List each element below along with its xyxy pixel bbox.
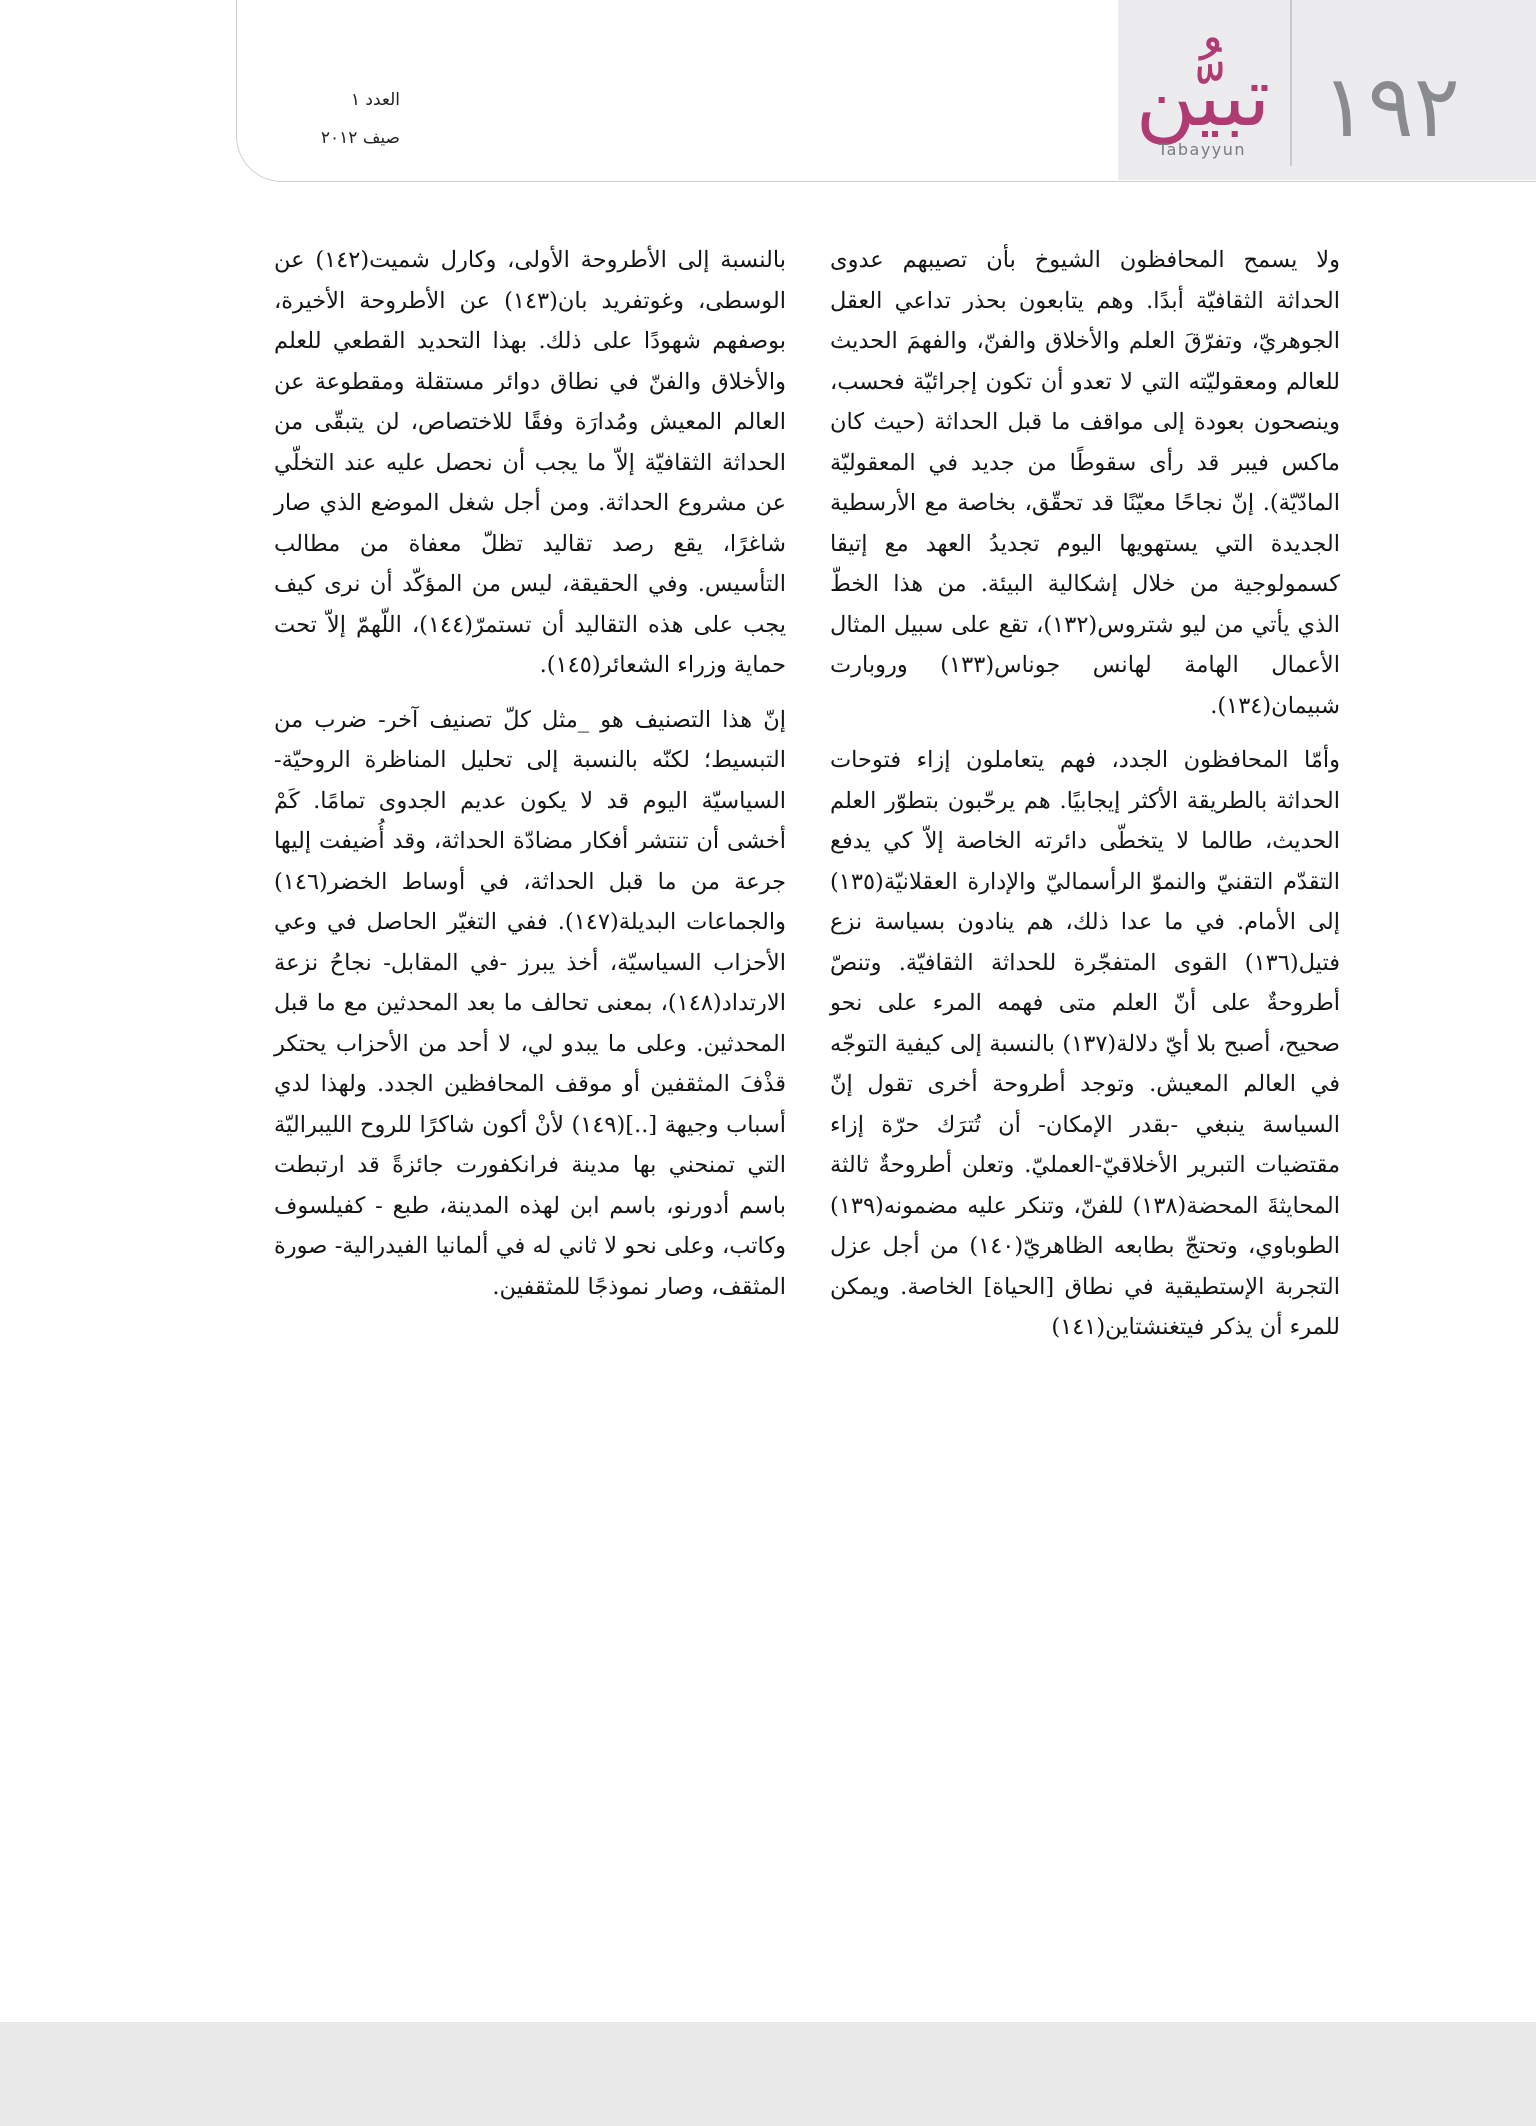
paragraph: ولا يسمح المحافظون الشيوخ بأن تصيبهم عدوى الحداثة الثقافيّة أبدًا. وهم يتابعون بحذر تداعي العقل الجوهريّ، وتفرّقَ العلم والأخلاق والفنّ، والفهمَ الحديث للعالم ومعقوليّته التي لا تعدو أن تكون إجرائيّة فحسب، وينصحون بعودة إلى مواقف ما قبل الحداثة (حيث كان ماكس فيبر قد رأى سقوطًا من جديد في المعقوليّة المادّيّة). إنّ نجاحًا معيّنًا قد تحقّق، بخاصة مع الأرسطية الجديدة التي يستهويها اليوم تجديدُ العهد مع إتيقا كسمولوجية من خلال إشكالية البيئة. من هذا الخطّ الذي يأتي من ليو شتروس(١٣٢)، تقع على سبيل المثال الأعمال الهامة لهانس جوناس(١٣٣) وروبارت شبيمان(١٣٤).	[830, 247, 1340, 719]
paragraph: وأمّا المحافظون الجدد، فهم يتعاملون إزاء فتوحات الحداثة بالطريقة الأكثر إيجابيًا. هم يرحّبون بتطوّر العلم الحديث، طالما لا يتخطّى دائرته الخاصة إلاّ كي يدفع التقدّم التقنيّ والنموّ الرأسماليّ والإدارة العقلانيّة(١٣٥) إلى الأمام. في ما عدا ذلك، هم ينادون بسياسة نزع فتيل(١٣٦) القوى المتفجّرة للحداثة الثقافيّة. وتنصّ أطروحةٌ على أنّ العلم متى فهمه المرء على نحو صحيح، أصبح بلا أيّ دلالة(١٣٧) بالنسبة إلى كيفية التوجّه في العالم المعيش. وتوجد أطروحة أخرى تقول إنّ السياسة ينبغي -بقدر الإمكان- أن تُترَك حرّة إزاء مقتضيات التبرير الأخلاقيّ-العمليّ. وتعلن أطروحةٌ ثالثة المحايثةَ المحضة(١٣٨) للفنّ، وتنكر عليه مضمونه(١٣٩) الطوباوي، وتحتجّ بطابعه الظاهريّ(١٤٠) من أجل عزل التجربة الإستطيقية في نطاق [الحياة] الخاصة. ويمكن للمرء أن يذكر فيتغنشتاين(١٤١)	[830, 747, 1340, 1340]
page-margin	[0, 0, 238, 2126]
issue-label: العدد ١	[350, 90, 400, 110]
paragraph: بالنسبة إلى الأطروحة الأولى، وكارل شميت(١٤٢) عن الوسطى، وغوتفريد بان(١٤٣) عن الأطروحة الأخيرة، بوصفهم شهودًا على ذلك. بهذا التحديد القطعي للعلم والأخلاق والفنّ في نطاق دوائر مستقلة ومقطوعة عن العالم المعيش ومُدارَة وفقًا للاختصاص، لن يتبقّى من الحداثة الثقافيّة إلاّ ما يجب أن نحصل عليه عند التخلّي عن مشروع الحداثة. ومن أجل شغل الموضع الذي صار شاغرًا، يقع رصد تقاليد تظلّ معفاة من مطالب التأسيس. وفي الحقيقة، ليس من المؤكّد أن نرى كيف يجب على هذه التقاليد أن تستمرّ(١٤٤)، اللّهمّ إلاّ تحت حماية وزراء الشعائر(١٤٥).	[274, 247, 787, 678]
header-divider	[1290, 0, 1292, 166]
journal-logo: تبيُّن	[1135, 50, 1271, 145]
page-number: ١٩٢	[1321, 57, 1460, 157]
journal-logo-latin: Tabayyun	[1157, 140, 1247, 159]
text-column-right	[830, 240, 1340, 1362]
footer-band	[0, 2022, 1536, 2126]
text-column-left	[274, 240, 786, 1321]
paragraph: إنّ هذا التصنيف هو _مثل كلّ تصنيف آخر- ضرب من التبسيط؛ لكنّه بالنسبة إلى تحليل المناظرة الروحيّة-السياسيّة اليوم قد لا يكون عديم الجدوى تمامًا. كَمْ أخشى أن تنتشر أفكار مضادّة الحداثة، وقد أُضيفت إليها جرعة من ما قبل الحداثة، في أوساط الخضر(١٤٦) والجماعات البديلة(١٤٧). ففي التغيّر الحاصل في وعي الأحزاب السياسيّة، أخذ يبرز -في المقابل- نجاحُ نزعة الارتداد(١٤٨)، بمعنى تحالف ما بعد المحدثين مع ما قبل المحدثين. وعلى ما يبدو لي، لا أحد من الأحزاب يحتكر قذْفَ المثقفين أو موقف المحافظين الجدد. ولهذا لدي أسباب وجيهة [..](١٤٩) لأنْ أكون شاكرًا للروح الليبراليّة التي تمنحني بها مدينة فرانكفورت جائزةً قد ارتبطت باسم أدورنو، باسم ابن لهذه المدينة، طبع - كفيلسوف وكاتب، وعلى نحو لا ثاني له في ألمانيا الفيدرالية- صورة المثقف، وصار نموذجًا للمثقفين.	[274, 706, 786, 1300]
issue-date: صيف ٢٠١٢	[320, 128, 400, 148]
